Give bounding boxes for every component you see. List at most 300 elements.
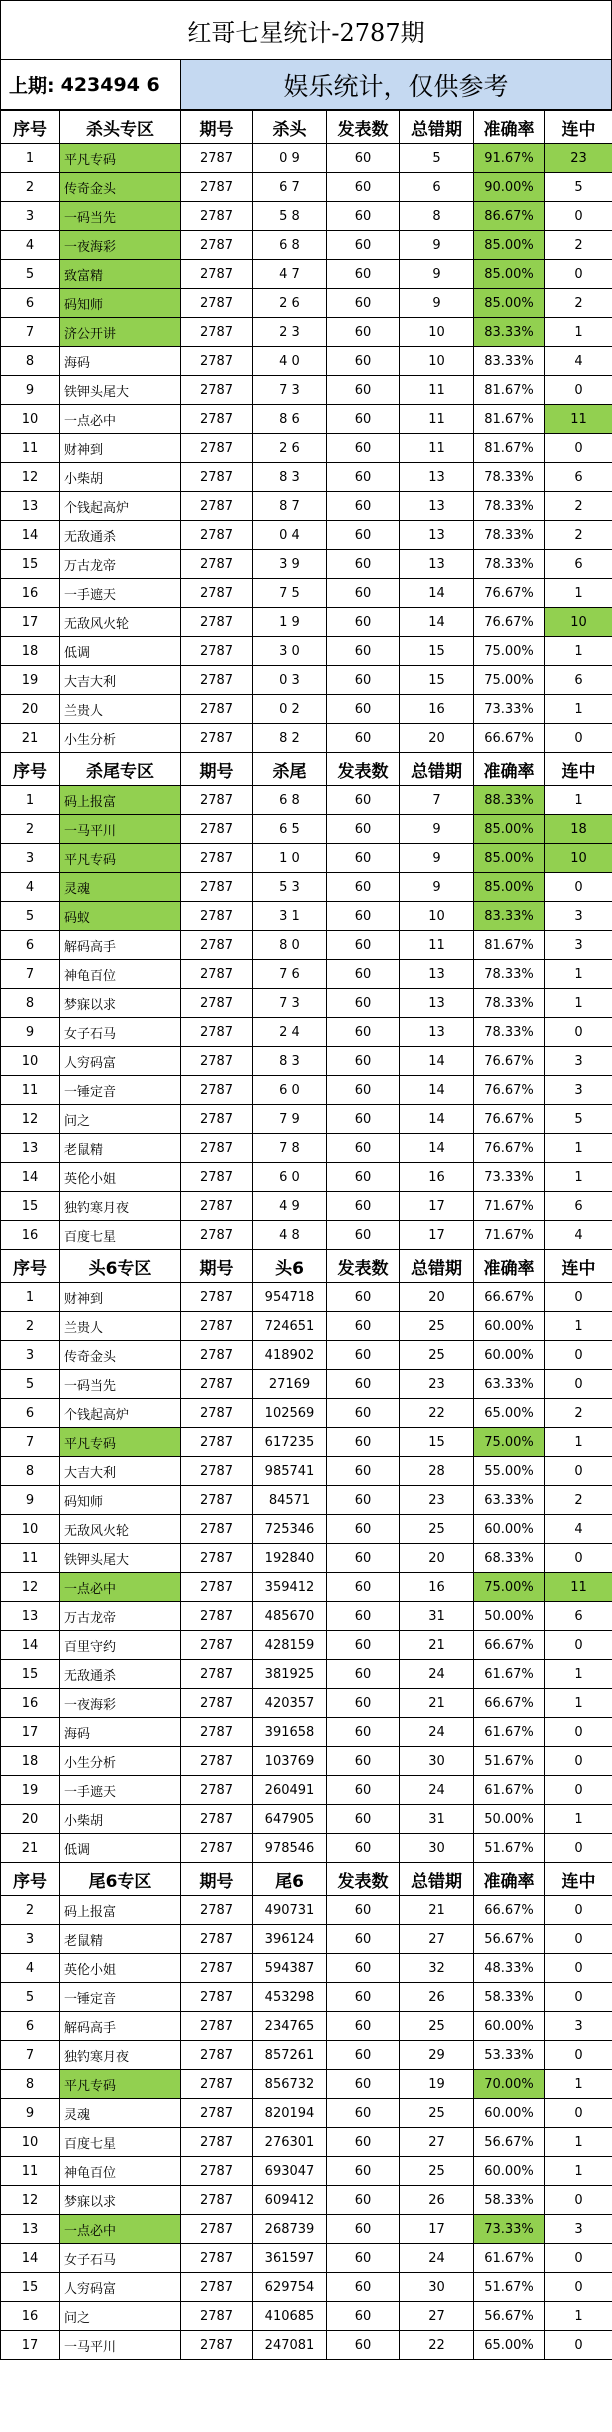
publish-count: 60: [327, 289, 400, 318]
column-header: 总错期: [400, 753, 474, 786]
streak: 1: [545, 989, 612, 1018]
source-name: 传奇金头: [60, 173, 181, 202]
issue-number: 2787: [181, 931, 253, 960]
section-header-row: [1, 111, 612, 144]
issue-number: 2787: [181, 1283, 253, 1312]
publish-count: 60: [327, 550, 400, 579]
issue-number: 2787: [181, 463, 253, 492]
error-count: 15: [400, 637, 474, 666]
issue-number: 2787: [181, 144, 253, 173]
accuracy: 50.00%: [474, 1805, 545, 1834]
publish-count: 60: [327, 1834, 400, 1863]
error-count: 20: [400, 724, 474, 753]
publish-count: 60: [327, 1983, 400, 2012]
error-count: 24: [400, 1776, 474, 1805]
column-header: 头6专区: [60, 1250, 181, 1283]
publish-count: 60: [327, 1631, 400, 1660]
publish-count: 60: [327, 724, 400, 753]
row-number: 18: [1, 1747, 60, 1776]
source-name: 兰贵人: [60, 1312, 181, 1341]
accuracy: 70.00%: [474, 2070, 545, 2099]
accuracy: 76.67%: [474, 1105, 545, 1134]
error-count: 16: [400, 1163, 474, 1192]
streak: 0: [545, 1457, 612, 1486]
table-row: [1, 1631, 612, 1660]
error-count: 16: [400, 1573, 474, 1602]
error-count: 13: [400, 463, 474, 492]
code-value: 2 6: [253, 289, 327, 318]
table-row: [1, 666, 612, 695]
row-number: 16: [1, 1221, 60, 1250]
error-count: 5: [400, 144, 474, 173]
streak: 0: [545, 2186, 612, 2215]
streak: 23: [545, 144, 612, 173]
row-number: 20: [1, 695, 60, 724]
table-row: [1, 1370, 612, 1399]
issue-number: 2787: [181, 318, 253, 347]
table-row: [1, 1134, 612, 1163]
publish-count: 60: [327, 666, 400, 695]
row-number: 4: [1, 1954, 60, 1983]
error-count: 14: [400, 1134, 474, 1163]
column-header: 尾6: [253, 1863, 327, 1896]
issue-number: 2787: [181, 2331, 253, 2360]
error-count: 16: [400, 695, 474, 724]
streak: 1: [545, 2128, 612, 2157]
issue-number: 2787: [181, 873, 253, 902]
accuracy: 81.67%: [474, 434, 545, 463]
accuracy: 55.00%: [474, 1457, 545, 1486]
error-count: 20: [400, 1544, 474, 1573]
table-row: [1, 1486, 612, 1515]
source-name: 灵魂: [60, 2099, 181, 2128]
source-name: 济公开讲: [60, 318, 181, 347]
source-name: 解码高手: [60, 2012, 181, 2041]
table-row: [1, 2157, 612, 2186]
streak: 0: [545, 1283, 612, 1312]
source-name: 女子石马: [60, 2244, 181, 2273]
table-row: [1, 2215, 612, 2244]
table-row: [1, 1047, 612, 1076]
row-number: 13: [1, 1602, 60, 1631]
publish-count: 60: [327, 1163, 400, 1192]
accuracy: 75.00%: [474, 637, 545, 666]
table-row: [1, 347, 612, 376]
code-value: 381925: [253, 1660, 327, 1689]
accuracy: 76.67%: [474, 1076, 545, 1105]
accuracy: 83.33%: [474, 347, 545, 376]
source-name: 大吉大利: [60, 666, 181, 695]
column-header: 连中: [545, 1250, 612, 1283]
streak: 1: [545, 695, 612, 724]
error-count: 22: [400, 2331, 474, 2360]
error-count: 23: [400, 1370, 474, 1399]
publish-count: 60: [327, 815, 400, 844]
accuracy: 76.67%: [474, 608, 545, 637]
code-value: 6 0: [253, 1163, 327, 1192]
error-count: 6: [400, 173, 474, 202]
source-name: 神龟百位: [60, 2157, 181, 2186]
page-title: 红哥七星统计-2787期: [0, 0, 612, 60]
source-name: 码上报富: [60, 786, 181, 815]
streak: 6: [545, 550, 612, 579]
issue-number: 2787: [181, 2302, 253, 2331]
accuracy: 66.67%: [474, 1896, 545, 1925]
column-header: 杀头专区: [60, 111, 181, 144]
streak: 3: [545, 931, 612, 960]
error-count: 27: [400, 2302, 474, 2331]
streak: 0: [545, 1747, 612, 1776]
column-header: 头6: [253, 1250, 327, 1283]
code-value: 453298: [253, 1983, 327, 2012]
row-number: 3: [1, 202, 60, 231]
error-count: 25: [400, 2012, 474, 2041]
column-header: 杀尾专区: [60, 753, 181, 786]
column-header: 连中: [545, 1863, 612, 1896]
accuracy: 60.00%: [474, 1312, 545, 1341]
column-header: 连中: [545, 753, 612, 786]
accuracy: 73.33%: [474, 1163, 545, 1192]
error-count: 10: [400, 318, 474, 347]
row-number: 16: [1, 579, 60, 608]
code-value: 2 4: [253, 1018, 327, 1047]
source-name: 小生分析: [60, 724, 181, 753]
stats-table-body: [1, 111, 612, 2360]
streak: 6: [545, 666, 612, 695]
accuracy: 85.00%: [474, 260, 545, 289]
code-value: 485670: [253, 1602, 327, 1631]
streak: 0: [545, 1896, 612, 1925]
publish-count: 60: [327, 2273, 400, 2302]
issue-number: 2787: [181, 1718, 253, 1747]
section-header-row: [1, 1863, 612, 1896]
source-name: 百度七星: [60, 2128, 181, 2157]
streak: 0: [545, 1544, 612, 1573]
code-value: 7 6: [253, 960, 327, 989]
source-name: 一点必中: [60, 405, 181, 434]
row-number: 6: [1, 1399, 60, 1428]
table-row: [1, 550, 612, 579]
table-row: [1, 608, 612, 637]
publish-count: 60: [327, 1076, 400, 1105]
source-name: 低调: [60, 1834, 181, 1863]
row-number: 17: [1, 2331, 60, 2360]
issue-number: 2787: [181, 1457, 253, 1486]
publish-count: 60: [327, 1954, 400, 1983]
code-value: 617235: [253, 1428, 327, 1457]
code-value: 7 9: [253, 1105, 327, 1134]
table-row: [1, 2099, 612, 2128]
row-number: 1: [1, 1283, 60, 1312]
issue-number: 2787: [181, 1312, 253, 1341]
source-name: 人穷码富: [60, 2273, 181, 2302]
table-row: [1, 2244, 612, 2273]
accuracy: 78.33%: [474, 550, 545, 579]
row-number: 10: [1, 1047, 60, 1076]
accuracy: 83.33%: [474, 902, 545, 931]
streak: 2: [545, 289, 612, 318]
code-value: 8 7: [253, 492, 327, 521]
error-count: 9: [400, 844, 474, 873]
row-number: 16: [1, 2302, 60, 2331]
error-count: 17: [400, 2215, 474, 2244]
issue-number: 2787: [181, 1544, 253, 1573]
streak: 0: [545, 873, 612, 902]
issue-number: 2787: [181, 786, 253, 815]
table-row: [1, 1105, 612, 1134]
publish-count: 60: [327, 463, 400, 492]
code-value: 629754: [253, 2273, 327, 2302]
accuracy: 78.33%: [474, 521, 545, 550]
error-count: 27: [400, 1925, 474, 1954]
streak: 18: [545, 815, 612, 844]
accuracy: 53.33%: [474, 2041, 545, 2070]
streak: 3: [545, 2215, 612, 2244]
error-count: 11: [400, 434, 474, 463]
streak: 1: [545, 1660, 612, 1689]
accuracy: 85.00%: [474, 289, 545, 318]
error-count: 17: [400, 1192, 474, 1221]
streak: 2: [545, 231, 612, 260]
source-name: 铁钾头尾大: [60, 376, 181, 405]
streak: 10: [545, 844, 612, 873]
accuracy: 50.00%: [474, 1602, 545, 1631]
streak: 1: [545, 1805, 612, 1834]
error-count: 8: [400, 202, 474, 231]
error-count: 24: [400, 1660, 474, 1689]
accuracy: 65.00%: [474, 2331, 545, 2360]
issue-number: 2787: [181, 1954, 253, 1983]
column-header: 序号: [1, 111, 60, 144]
issue-number: 2787: [181, 579, 253, 608]
accuracy: 73.33%: [474, 695, 545, 724]
publish-count: 60: [327, 1805, 400, 1834]
source-name: 百度七星: [60, 1221, 181, 1250]
publish-count: 60: [327, 902, 400, 931]
publish-count: 60: [327, 695, 400, 724]
row-number: 9: [1, 2099, 60, 2128]
issue-number: 2787: [181, 608, 253, 637]
accuracy: 88.33%: [474, 786, 545, 815]
table-row: [1, 2070, 612, 2099]
issue-number: 2787: [181, 1399, 253, 1428]
code-value: 1 9: [253, 608, 327, 637]
accuracy: 63.33%: [474, 1486, 545, 1515]
streak: 1: [545, 2302, 612, 2331]
streak: 1: [545, 318, 612, 347]
error-count: 15: [400, 666, 474, 695]
publish-count: 60: [327, 1341, 400, 1370]
row-number: 14: [1, 1163, 60, 1192]
streak: 4: [545, 1221, 612, 1250]
source-name: 平凡专码: [60, 144, 181, 173]
row-number: 15: [1, 2273, 60, 2302]
issue-number: 2787: [181, 1631, 253, 1660]
streak: 1: [545, 1428, 612, 1457]
table-row: [1, 463, 612, 492]
source-name: 码蚁: [60, 902, 181, 931]
table-row: [1, 2186, 612, 2215]
accuracy: 61.67%: [474, 1776, 545, 1805]
code-value: 820194: [253, 2099, 327, 2128]
code-value: 5 3: [253, 873, 327, 902]
error-count: 14: [400, 579, 474, 608]
column-header: 期号: [181, 1863, 253, 1896]
row-number: 15: [1, 550, 60, 579]
streak: 0: [545, 1341, 612, 1370]
accuracy: 78.33%: [474, 463, 545, 492]
accuracy: 75.00%: [474, 666, 545, 695]
row-number: 12: [1, 463, 60, 492]
code-value: 192840: [253, 1544, 327, 1573]
accuracy: 56.67%: [474, 2302, 545, 2331]
issue-number: 2787: [181, 1076, 253, 1105]
publish-count: 60: [327, 2157, 400, 2186]
error-count: 29: [400, 2041, 474, 2070]
streak: 0: [545, 2273, 612, 2302]
previous-draw-value: 423494 6: [60, 73, 160, 96]
table-row: [1, 434, 612, 463]
row-number: 2: [1, 1896, 60, 1925]
source-name: 一点必中: [60, 2215, 181, 2244]
accuracy: 76.67%: [474, 579, 545, 608]
issue-number: 2787: [181, 1428, 253, 1457]
table-row: [1, 786, 612, 815]
source-name: 无敌通杀: [60, 521, 181, 550]
streak: 1: [545, 2070, 612, 2099]
table-row: [1, 2302, 612, 2331]
row-number: 2: [1, 1312, 60, 1341]
row-number: 7: [1, 318, 60, 347]
code-value: 693047: [253, 2157, 327, 2186]
streak: 0: [545, 2041, 612, 2070]
error-count: 23: [400, 1486, 474, 1515]
table-row: [1, 173, 612, 202]
source-name: 平凡专码: [60, 844, 181, 873]
streak: 0: [545, 1631, 612, 1660]
row-number: 21: [1, 1834, 60, 1863]
issue-number: 2787: [181, 844, 253, 873]
streak: 6: [545, 1192, 612, 1221]
row-number: 14: [1, 1631, 60, 1660]
accuracy: 51.67%: [474, 1834, 545, 1863]
streak: 3: [545, 1047, 612, 1076]
row-number: 14: [1, 521, 60, 550]
streak: 0: [545, 1834, 612, 1863]
publish-count: 60: [327, 931, 400, 960]
row-number: 6: [1, 289, 60, 318]
streak: 0: [545, 2331, 612, 2360]
accuracy: 91.67%: [474, 144, 545, 173]
error-count: 14: [400, 1076, 474, 1105]
table-row: [1, 1805, 612, 1834]
error-count: 21: [400, 1896, 474, 1925]
publish-count: 60: [327, 2186, 400, 2215]
accuracy: 75.00%: [474, 1428, 545, 1457]
code-value: 260491: [253, 1776, 327, 1805]
error-count: 13: [400, 521, 474, 550]
row-number: 11: [1, 2157, 60, 2186]
issue-number: 2787: [181, 1221, 253, 1250]
row-number: 3: [1, 1341, 60, 1370]
table-row: [1, 1457, 612, 1486]
table-row: [1, 1076, 612, 1105]
code-value: 8 0: [253, 931, 327, 960]
accuracy: 71.67%: [474, 1192, 545, 1221]
code-value: 2 6: [253, 434, 327, 463]
code-value: 7 8: [253, 1134, 327, 1163]
code-value: 428159: [253, 1631, 327, 1660]
source-name: 问之: [60, 2302, 181, 2331]
publish-count: 60: [327, 1283, 400, 1312]
table-row: [1, 202, 612, 231]
table-row: [1, 1954, 612, 1983]
source-name: 神龟百位: [60, 960, 181, 989]
issue-number: 2787: [181, 989, 253, 1018]
table-row: [1, 2273, 612, 2302]
code-value: 3 1: [253, 902, 327, 931]
column-header: 总错期: [400, 1863, 474, 1896]
streak: 0: [545, 1954, 612, 1983]
publish-count: 60: [327, 1457, 400, 1486]
column-header: 准确率: [474, 1250, 545, 1283]
error-count: 21: [400, 1689, 474, 1718]
publish-count: 60: [327, 521, 400, 550]
publish-count: 60: [327, 492, 400, 521]
table-row: [1, 144, 612, 173]
issue-number: 2787: [181, 1805, 253, 1834]
error-count: 10: [400, 902, 474, 931]
accuracy: 51.67%: [474, 1747, 545, 1776]
table-row: [1, 318, 612, 347]
issue-number: 2787: [181, 2186, 253, 2215]
table-row: [1, 1834, 612, 1863]
error-count: 13: [400, 989, 474, 1018]
issue-number: 2787: [181, 1486, 253, 1515]
issue-number: 2787: [181, 1896, 253, 1925]
publish-count: 60: [327, 2012, 400, 2041]
error-count: 11: [400, 405, 474, 434]
row-number: 2: [1, 815, 60, 844]
table-row: [1, 637, 612, 666]
publish-count: 60: [327, 1399, 400, 1428]
error-count: 21: [400, 1631, 474, 1660]
issue-number: 2787: [181, 2128, 253, 2157]
source-name: 一手遮天: [60, 1776, 181, 1805]
source-name: 财神到: [60, 1283, 181, 1312]
accuracy: 60.00%: [474, 1515, 545, 1544]
table-row: [1, 231, 612, 260]
source-name: 独钓寒月夜: [60, 1192, 181, 1221]
table-row: [1, 902, 612, 931]
section-header-row: [1, 753, 612, 786]
table-row: [1, 873, 612, 902]
code-value: 410685: [253, 2302, 327, 2331]
streak: 3: [545, 2012, 612, 2041]
row-number: 1: [1, 144, 60, 173]
column-header: 总错期: [400, 1250, 474, 1283]
publish-count: 60: [327, 1515, 400, 1544]
streak: 0: [545, 1370, 612, 1399]
error-count: 13: [400, 1018, 474, 1047]
table-row: [1, 1018, 612, 1047]
accuracy: 81.67%: [474, 376, 545, 405]
source-name: 码知师: [60, 289, 181, 318]
table-row: [1, 960, 612, 989]
table-row: [1, 2041, 612, 2070]
code-value: 609412: [253, 2186, 327, 2215]
table-row: [1, 931, 612, 960]
